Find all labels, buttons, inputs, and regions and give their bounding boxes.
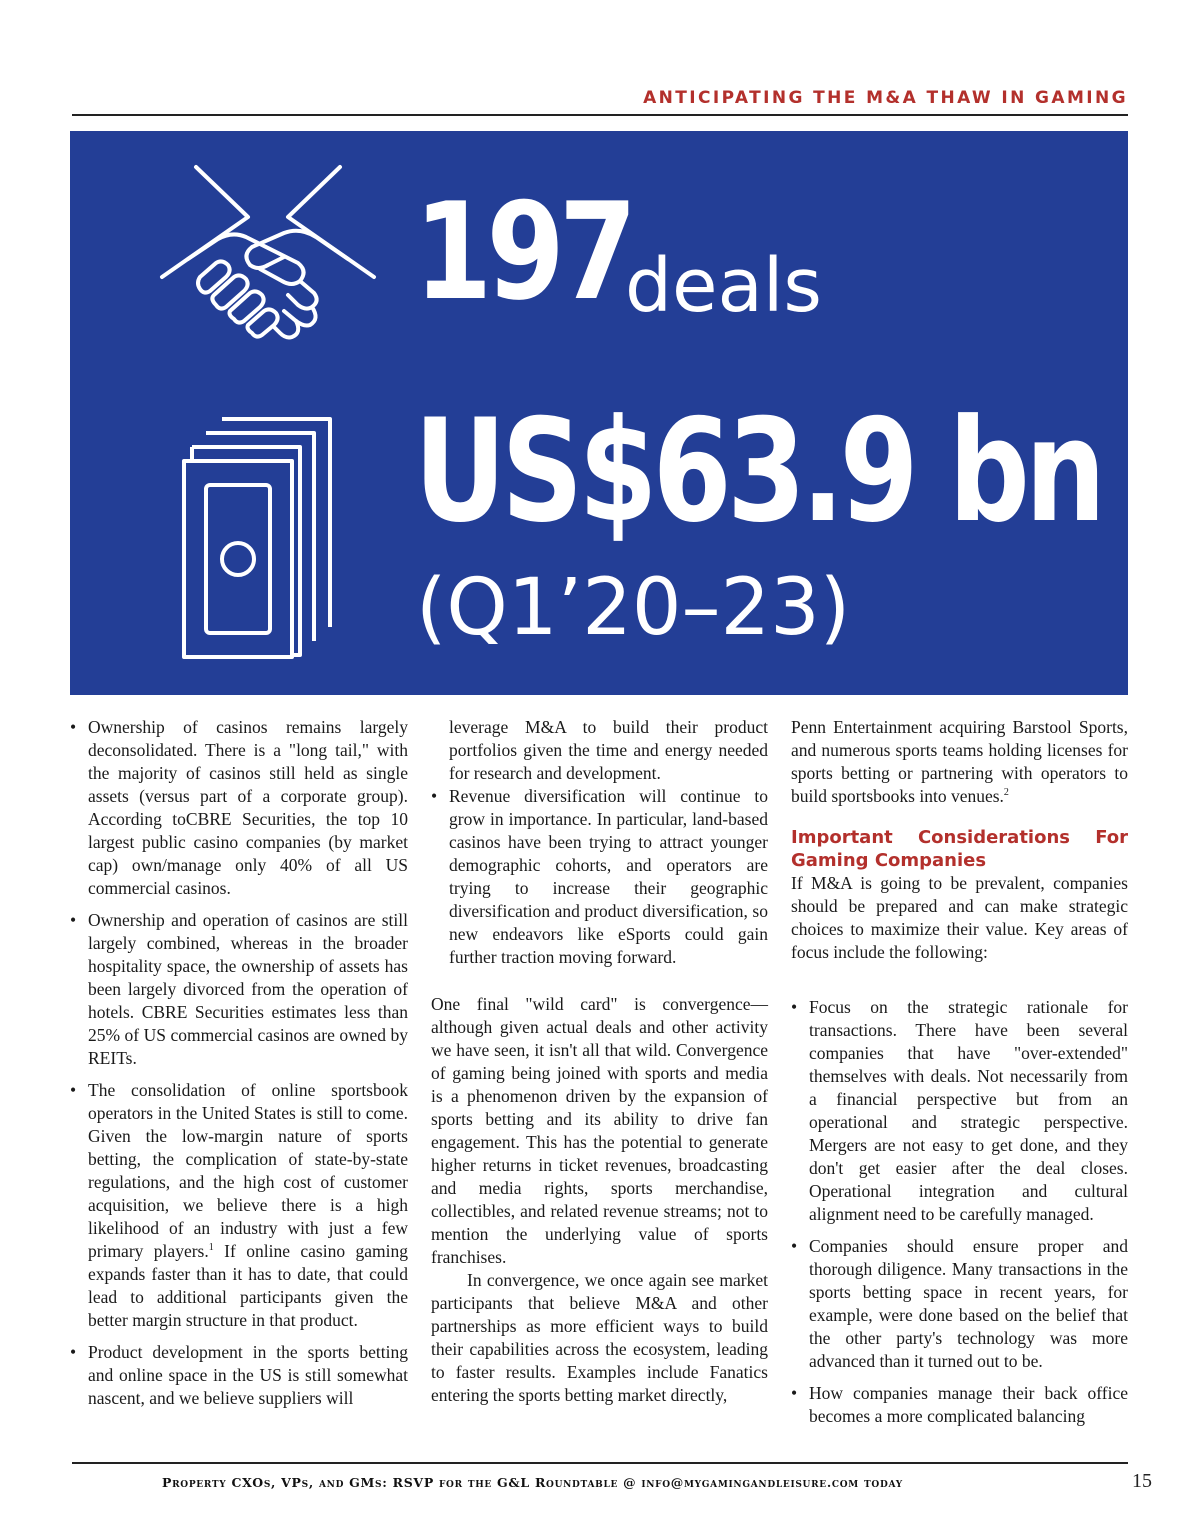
list-item: • How companies manage their back office becomes a more complicated balancing <box>791 1382 1128 1428</box>
list-item: • Revenue diversification will continue to grow in importance. In particular, land-based casinos have been trying to attract younger demographic cohorts, and operators are trying to increase their geographic diversification and product diversification, so new endeavors like eSports could gain further traction moving forward. <box>431 785 768 969</box>
footer-promo: Property CXOs, VPs, and GMs: RSVP for the G&L Roundtable @ info@mygamingandleisure.com today <box>162 1475 903 1490</box>
deals-count: 197 <box>414 174 632 330</box>
list-item-text: If online casino gaming expands faster than it has to date, that could lead to additional participants given the better margin structure in that product. <box>88 1241 408 1330</box>
bullet-list <box>791 996 1128 1428</box>
footer-divider <box>72 1462 1128 1464</box>
text-column-1 <box>70 716 408 1419</box>
body-paragraph <box>791 716 1128 808</box>
paragraph-text: Penn Entertainment acquiring Barstool Sports, and numerous sports teams holding licenses for sports betting or partnering with operators to build sportsbooks into venues. <box>791 717 1128 806</box>
list-item <box>70 1079 408 1332</box>
bullet-list <box>431 785 768 969</box>
list-item: • Companies should ensure proper and thorough diligence. Many transactions in the sports betting space in recent years, for example, were done based on the belief that the other party's technology was more advanced than it turned out to be. <box>791 1235 1128 1373</box>
bullet-list <box>70 716 408 1410</box>
deal-period: (Q1’20–23) <box>416 563 851 653</box>
banknotes-icon <box>180 413 340 663</box>
body-paragraph: One final "wild card" is convergence—although given actual deals and other activity we have seen, it isn't all that wild. Convergence of gaming being joined with sports and media is a phenomenon driven by the expansion of sports betting and its ability to drive fan engagement. This has the potential to generate higher returns in ticket revenues, broadcasting and media rights, sports merchandise, collectibles, and related revenue streams; not to mention the underlying value of sports franchises. <box>431 994 768 1267</box>
page-number: 15 <box>1132 1470 1152 1492</box>
text-column-2 <box>431 716 768 1407</box>
footnote-ref: 1 <box>208 1242 214 1254</box>
deals-label: deals <box>625 243 822 329</box>
stats-banner <box>70 131 1128 695</box>
running-header: ANTICIPATING THE M&A THAW IN GAMING <box>643 88 1128 108</box>
list-item: • Ownership and operation of casinos are still largely combined, whereas in the broader hospitality space, the ownership of assets has been largely divorced from the operation of hotels. CBRE Securities estimates less than 25% of US commercial casinos are owned by REITs. <box>70 909 408 1070</box>
list-item: • Focus on the strategic rationale for transactions. There have been several companies that have "over-extended" themselves with deals. Not necessarily from a financial perspective but from an operational and strategic perspective. Mergers are not easy to get done, and they don't get easier after the deal closes. Operational integration and cultural alignment need to be carefully managed. <box>791 996 1128 1226</box>
section-heading: Important Considerations For Gaming Companies <box>791 827 1128 871</box>
list-item: • Ownership of casinos remains largely deconsolidated. There is a "long tail," with the majority of casinos still held as single assets (versus part of a corporate group). According toCBRE Securities, the top 10 largest public casino companies (by market cap) own/manage only 40% of all US commercial casinos. <box>70 716 408 900</box>
body-paragraph: If M&A is going to be prevalent, companies should be prepared and can make strategic choices to maximize their value. Key areas of focus include the following: <box>791 873 1128 962</box>
deal-value: US$63.9 bn <box>414 389 1102 554</box>
handshake-icon <box>148 159 388 359</box>
footnote-ref: 2 <box>1003 787 1009 799</box>
list-item: • Product development in the sports betting and online space in the US is still somewhat nascent, and we believe suppliers will <box>70 1341 408 1410</box>
text-column-3 <box>791 716 1128 1437</box>
header-divider <box>72 114 1128 116</box>
bullet-continuation: leverage M&A to build their product portfolios given the time and energy needed for research and development. <box>449 717 768 783</box>
list-item-text: The consolidation of online sportsbook operators in the United States is still to come. Given the low-margin nature of sports betting, the complication of state-by-state regulations, and the high cost of customer acquisition, we believe there is a high likelihood of an industry with just a few primary players. <box>88 1080 408 1261</box>
body-paragraph: In convergence, we once again see market participants that believe M&A and other partnerships as more efficient ways to build their capabilities across the ecosystem, leading to faster results. Examples include Fanatics entering the sports betting market directly, <box>431 1270 768 1405</box>
